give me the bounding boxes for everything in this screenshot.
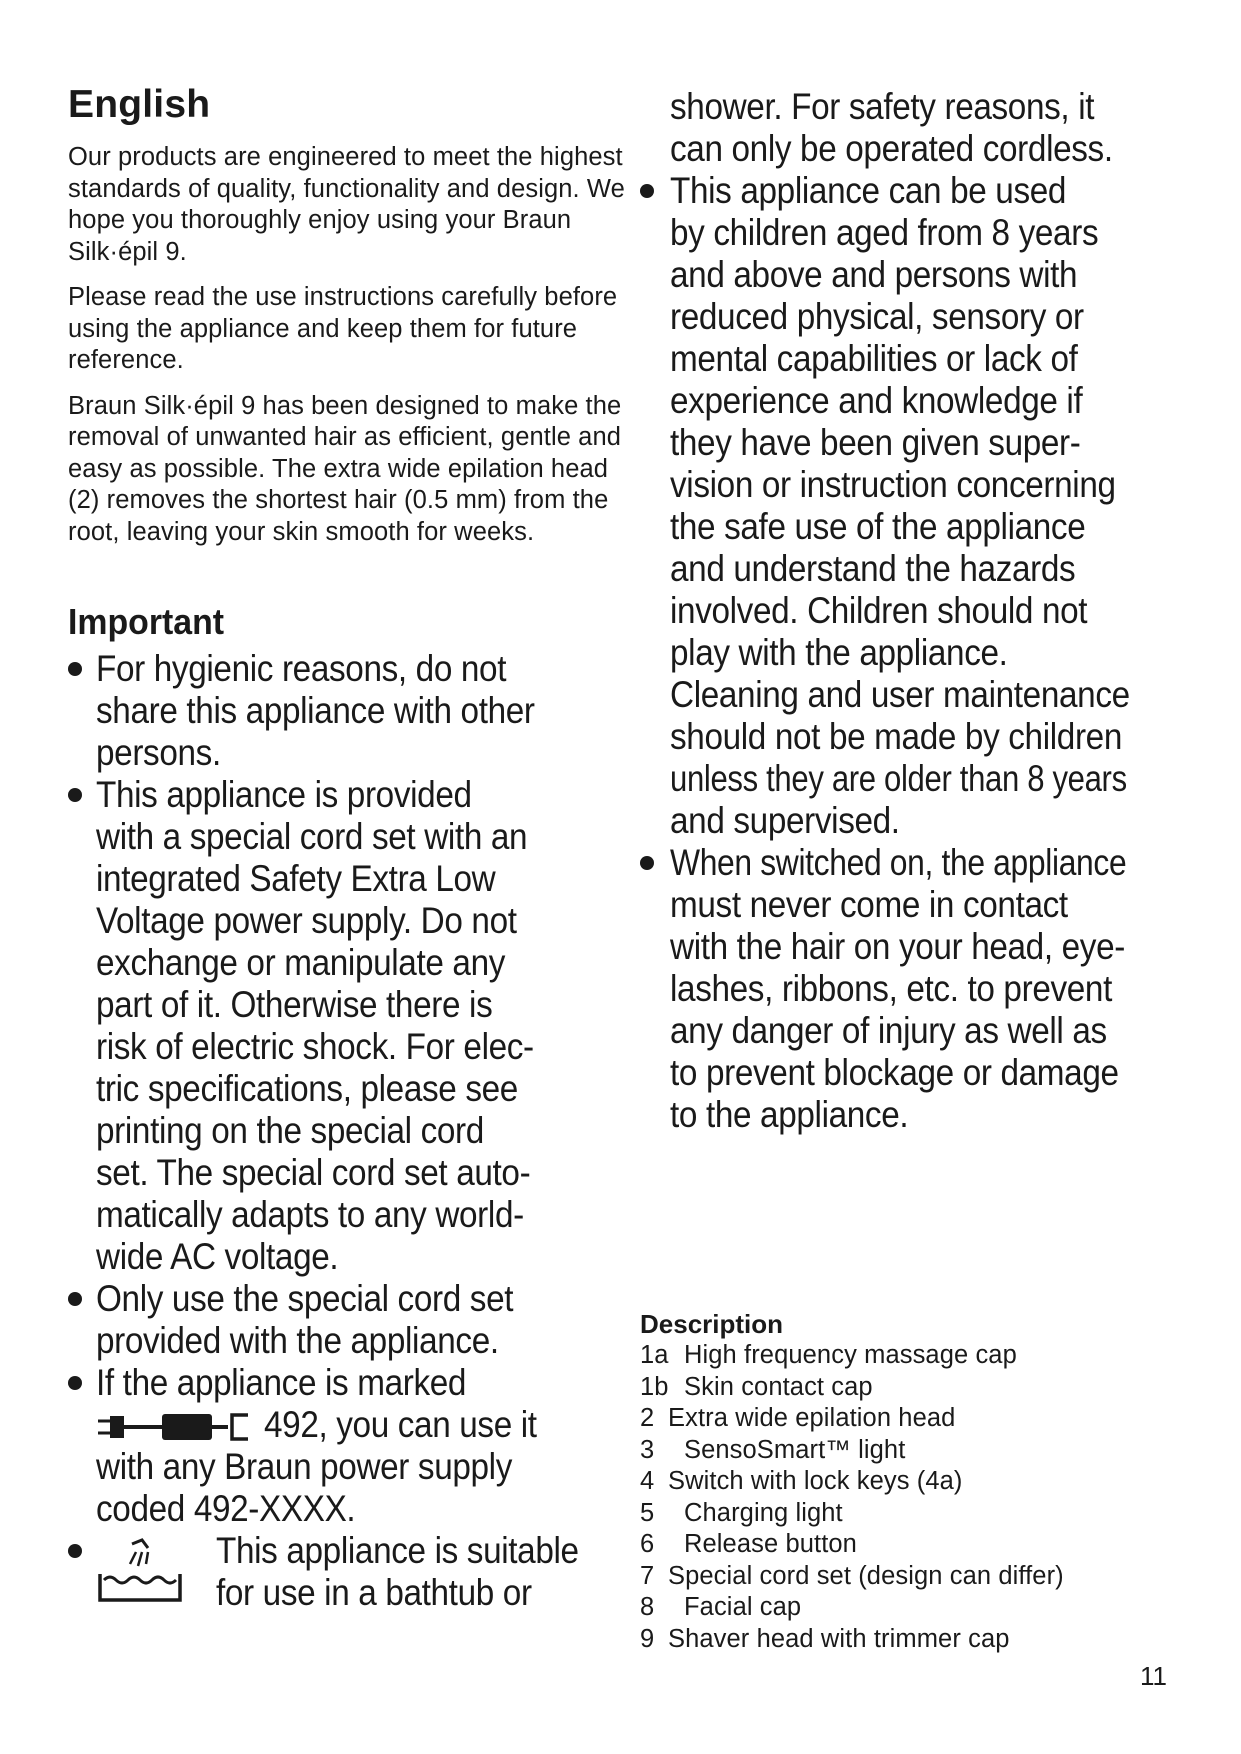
text-line: must never come in contact xyxy=(670,884,1068,925)
text-line: persons. xyxy=(96,732,221,773)
text-line: This appliance is provided xyxy=(96,774,472,815)
bullet-icon xyxy=(640,856,654,870)
important-bullet-492-marking xyxy=(68,1362,628,1530)
important-bullet-cord-set xyxy=(68,774,628,1278)
description-item xyxy=(640,1372,1200,1404)
power-cord-plug-icon xyxy=(96,1410,256,1444)
text-line: This appliance is suitable xyxy=(216,1530,579,1571)
text-line: For hygienic reasons, do not xyxy=(96,648,507,689)
section-heading-english: English xyxy=(68,83,211,126)
shower-bathtub-icon xyxy=(96,1534,184,1604)
text-line: the safe use of the appliance xyxy=(670,506,1086,547)
description-item xyxy=(640,1529,1200,1561)
text-line: with a special cord set with an xyxy=(96,816,528,857)
item-number: 7 xyxy=(640,1561,655,1590)
item-number: 2 xyxy=(640,1404,655,1432)
item-number: 5 xyxy=(640,1498,655,1527)
description-item xyxy=(640,1561,1200,1593)
text-line: This appliance can be used xyxy=(670,170,1067,211)
text-line: lashes, ribbons, etc. to prevent xyxy=(670,968,1112,1009)
item-number: 6 xyxy=(640,1530,655,1558)
text-line: set. The special cord set auto- xyxy=(96,1152,531,1193)
item-number: 1a xyxy=(640,1341,669,1369)
text-line: risk of electric shock. For elec- xyxy=(96,1026,534,1067)
text-line: When switched on, the appliance xyxy=(670,842,1127,883)
text-line: by children aged from 8 years xyxy=(670,212,1099,253)
description-item xyxy=(640,1435,1200,1467)
text-line: wide AC voltage. xyxy=(96,1236,339,1277)
intro-text xyxy=(68,142,628,548)
text-line: shower. For safety reasons, it xyxy=(670,86,1095,127)
item-label: Facial cap xyxy=(684,1593,802,1621)
text-line: involved. Children should not xyxy=(670,590,1088,631)
item-number: 1b xyxy=(640,1372,669,1401)
description-item xyxy=(640,1624,1200,1656)
page-number: 11 xyxy=(1140,1661,1167,1691)
continued-text xyxy=(640,86,1200,170)
bullet-icon xyxy=(68,1376,82,1390)
description-item xyxy=(640,1592,1200,1624)
description-section xyxy=(640,1308,1200,1655)
item-label: Switch with lock keys (4a) xyxy=(668,1467,963,1495)
important-bullet-children xyxy=(640,170,1200,842)
intro-paragraph-1: Our products are engineered to meet the highest standards of quality, functionality and design. We hope you thoroughly enjoy using your Braun Silk·épil 9. xyxy=(68,143,625,266)
description-item xyxy=(640,1498,1200,1530)
text-line: mental capabilities or lack of xyxy=(670,338,1078,379)
text-line-with-symbol xyxy=(96,1404,628,1446)
text-line: tric specifications, please see xyxy=(96,1068,518,1109)
text-line: exchange or manipulate any xyxy=(96,942,506,983)
text-line: matically adapts to any world- xyxy=(96,1194,524,1235)
description-item xyxy=(640,1340,1200,1372)
bullet-icon xyxy=(640,184,654,198)
bullet-icon xyxy=(68,788,82,802)
item-number: 9 xyxy=(640,1624,655,1653)
text-line: experience and knowledge if xyxy=(670,380,1083,421)
important-bullet-special-cord xyxy=(68,1278,628,1362)
bullet-icon xyxy=(68,1292,82,1306)
text-line: they have been given super- xyxy=(670,422,1081,463)
text-line: with any Braun power supply xyxy=(96,1446,513,1487)
text-line: can only be operated cordless. xyxy=(670,128,1113,169)
text-line: any danger of injury as well as xyxy=(670,1010,1107,1051)
description-heading: Description xyxy=(640,1309,784,1339)
description-item xyxy=(640,1466,1200,1498)
text-line: to the appliance. xyxy=(670,1094,909,1135)
section-heading-important: Important xyxy=(68,601,225,642)
item-label: High frequency massage cap xyxy=(684,1341,1017,1369)
text-line: for use in a bathtub or xyxy=(216,1572,532,1613)
text-line: to prevent blockage or damage xyxy=(670,1052,1119,1093)
text-line: Only use the special cord set xyxy=(96,1278,514,1319)
intro-paragraph-3: Braun Silk·épil 9 has been designed to make the removal of unwanted hair as efficient, gentle and easy as possible. The extra wide epilation head (2) removes the shortest hair (0.5 mm) from the root, leaving your skin smooth for weeks. xyxy=(68,391,622,546)
right-important-list xyxy=(640,170,1200,1136)
important-bullet-hair-contact xyxy=(640,842,1200,1136)
item-label: Charging light xyxy=(684,1498,843,1527)
item-label: SensoSmart™ light xyxy=(684,1435,906,1464)
bullet-icon xyxy=(68,1544,82,1558)
item-label: Release button xyxy=(684,1530,857,1558)
text-line: play with the appliance. xyxy=(670,632,1008,673)
text-line: with the hair on your head, eye- xyxy=(670,926,1125,967)
item-number: 8 xyxy=(640,1593,655,1621)
item-label: Special cord set (design can differ) xyxy=(668,1561,1064,1590)
item-number: 3 xyxy=(640,1435,655,1464)
text-line: provided with the appliance. xyxy=(96,1320,499,1361)
text-line: If the appliance is marked xyxy=(96,1362,467,1403)
text-line: Voltage power supply. Do not xyxy=(96,900,517,941)
text-line: reduced physical, sensory or xyxy=(670,296,1084,337)
intro-paragraph-2: Please read the use instructions carefully before using the appliance and keep them for future reference. xyxy=(68,283,618,374)
item-label: Extra wide epilation head xyxy=(668,1404,956,1432)
text-line: should not be made by children xyxy=(670,716,1123,757)
text-line: vision or instruction concerning xyxy=(670,464,1116,505)
right-column xyxy=(640,86,1200,1136)
important-bullet-hygiene xyxy=(68,648,628,774)
item-label: Shaver head with trimmer cap xyxy=(668,1624,1010,1653)
text-line: and understand the hazards xyxy=(670,548,1076,589)
text-line: part of it. Otherwise there is xyxy=(96,984,493,1025)
text-line: printing on the special cord xyxy=(96,1110,484,1151)
text-line: and supervised. xyxy=(670,800,900,841)
text-line: unless they are older than 8 years xyxy=(670,758,1127,799)
text-line: Cleaning and user maintenance xyxy=(670,674,1130,715)
left-column xyxy=(68,82,628,1614)
item-label: Skin contact cap xyxy=(684,1372,873,1401)
description-item xyxy=(640,1403,1200,1435)
important-bullet-bathtub xyxy=(68,1530,628,1614)
text-line: 492, you can use it xyxy=(264,1404,537,1445)
important-list xyxy=(68,648,628,1614)
item-number: 4 xyxy=(640,1467,655,1495)
text-line: and above and persons with xyxy=(670,254,1078,295)
description-list xyxy=(640,1340,1200,1655)
text-line: share this appliance with other xyxy=(96,690,535,731)
bullet-icon xyxy=(68,662,82,676)
text-line: integrated Safety Extra Low xyxy=(96,858,496,899)
text-line: coded 492-XXXX. xyxy=(96,1488,356,1529)
